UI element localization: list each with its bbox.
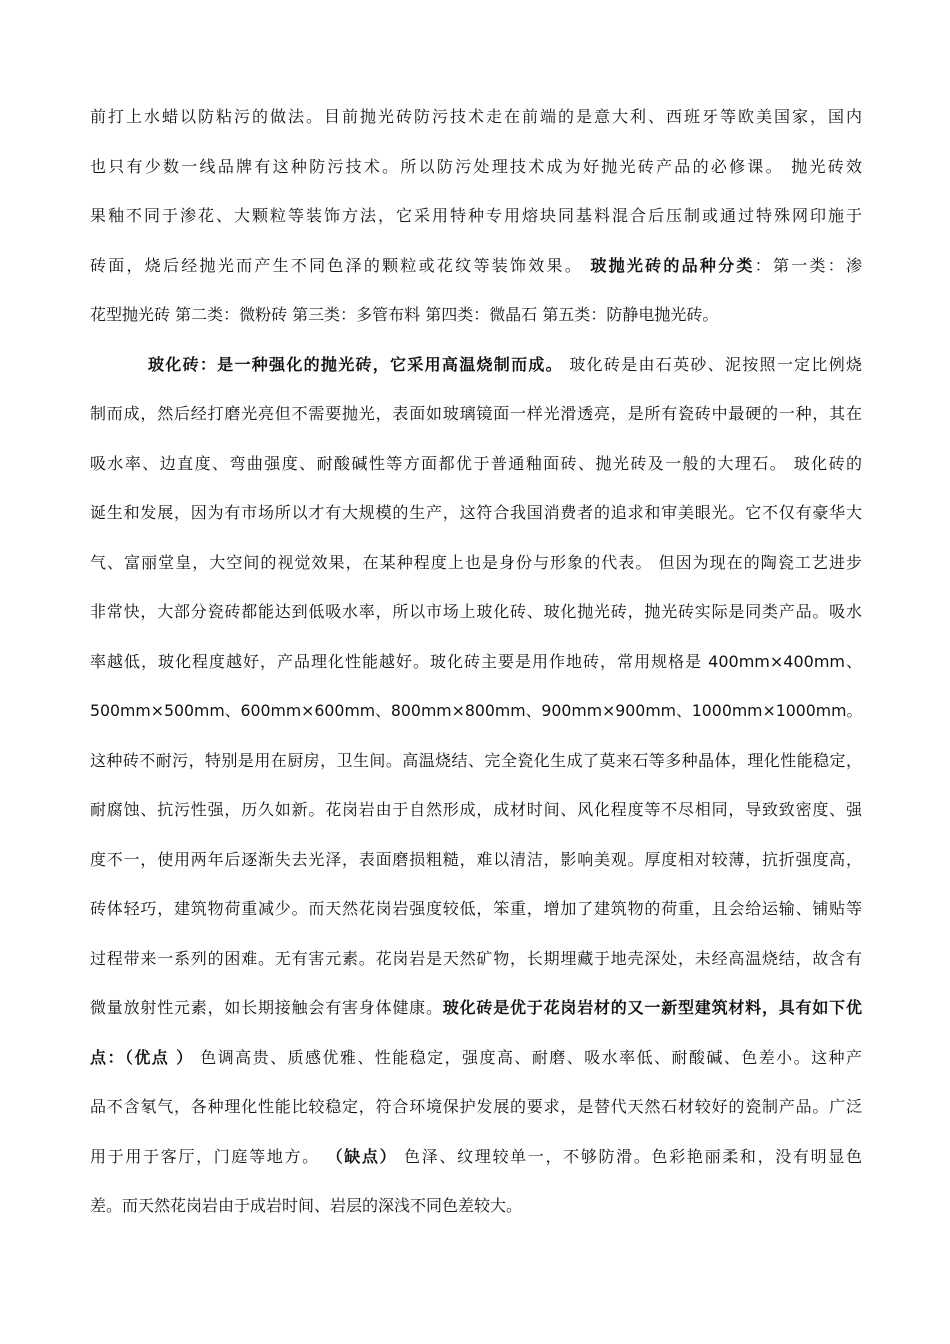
document-page bbox=[90, 92, 862, 1231]
text-run: 微量放射性元素，如长期接触会有害身体健康。 bbox=[90, 998, 443, 1017]
text-run: 玻化砖是由石英砂、泥按照一定比例烧 bbox=[562, 354, 862, 374]
text-line: 前打上水蜡以防粘污的做法。目前抛光砖防污技术走在前端的是意大利、西班牙等欧美国家，国内 bbox=[90, 107, 862, 126]
text-line: 诞生和发展，因为有市场所以才有大规模的生产，这符合我国消费者的追求和审美眼光。它不仅有豪华大 bbox=[90, 503, 862, 522]
text-run: 色调高贵、质感优雅、性能稳定，强度高、耐磨、吸水率低、耐酸碱、色差小。这种产 bbox=[193, 1047, 862, 1067]
text-line: 这种砖不耐污，特别是用在厨房，卫生间。高温烧结、完全瓷化生成了莫来石等多种晶体，理化性能稳定， bbox=[90, 750, 862, 770]
text-line: 花型抛光砖 第二类：微粉砖 第三类：多管布料 第四类：微晶石 第五类：防静电抛光砖。 bbox=[90, 305, 719, 324]
bold-heading: 玻抛光砖的品种分类 bbox=[590, 255, 755, 275]
text-line: 品不含氡气，各种理化性能比较稳定，符合环境保护发展的要求，是替代天然石材较好的瓷制产品。广泛 bbox=[90, 1097, 862, 1116]
text-line: 砖体轻巧，建筑物荷重减少。而天然花岗岩强度较低，笨重，增加了建筑物的荷重，且会给运输、铺贴等 bbox=[90, 899, 862, 918]
text-line: 500mm×500mm、600mm×600mm、800mm×800mm、900mm×900mm、1000mm×1000mm。 bbox=[90, 701, 863, 720]
text-run: 色泽、纹理较单一，不够防滑。色彩艳丽柔和，没有明显色 bbox=[397, 1146, 862, 1166]
text-line: 果釉不同于渗花、大颗粒等装饰方法，它采用特种专用熔块同基料混合后压制或通过特殊网印施于 bbox=[90, 206, 862, 225]
bold-heading: 玻化砖是优于花岗岩材的又一新型建筑材料，具有如下优 bbox=[442, 998, 862, 1017]
text-line bbox=[90, 340, 862, 390]
text-line: 也只有少数一线品牌有这种防污技术。所以防污处理技术成为好抛光砖产品的必修课。 抛光砖效 bbox=[90, 156, 862, 176]
text-line: 气、富丽堂皇，大空间的视觉效果，在某种程度上也是身份与形象的代表。 但因为现在的陶瓷工艺进步 bbox=[90, 552, 862, 572]
text-line: 耐腐蚀、抗污性强，历久如新。花岗岩由于自然形成，成材时间、风化程度等不尽相同，导致致密度、强 bbox=[90, 800, 862, 819]
text-line: 率越低，玻化程度越好，产品理化性能越好。玻化砖主要是用作地砖，常用规格是 400mm×400mm、 bbox=[90, 651, 862, 671]
bold-label-advantages: 点：（优点 ） bbox=[90, 1047, 194, 1067]
text-line bbox=[90, 241, 862, 291]
text-line: 非常快，大部分瓷砖都能达到低吸水率，所以市场上玻化砖、玻化抛光砖，抛光砖实际是同类产品。吸水 bbox=[90, 602, 862, 621]
text-line: 制而成，然后经打磨光亮但不需要抛光，表面如玻璃镜面一样光滑透亮，是所有瓷砖中最硬的一种，其在 bbox=[90, 404, 862, 423]
paragraph-polished-tile bbox=[90, 92, 862, 340]
text-run: ：第一类：渗 bbox=[754, 255, 862, 275]
text-line bbox=[90, 1132, 862, 1182]
text-line bbox=[90, 983, 862, 1033]
text-line: 吸水率、边直度、弯曲强度、耐酸碱性等方面都优于普通釉面砖、抛光砖及一般的大理石。 玻化砖的 bbox=[90, 453, 862, 473]
bold-label-disadvantages: （缺点） bbox=[326, 1146, 398, 1166]
bold-heading: 玻化砖：是一种强化的抛光砖，它采用高温烧制而成。 bbox=[148, 354, 563, 374]
text-line: 度不一，使用两年后逐渐失去光泽，表面磨损粗糙，难以清洁，影响美观。厚度相对较薄，抗折强度高， bbox=[90, 849, 862, 869]
text-run: 砖面，烧后经抛光而产生不同色泽的颗粒或花纹等装饰效果。 bbox=[90, 255, 591, 275]
text-line: 过程带来一系列的困难。无有害元素。花岗岩是天然矿物，长期埋藏于地壳深处，未经高温烧结，故含有 bbox=[90, 948, 862, 968]
paragraph-vitrified-tile bbox=[90, 340, 862, 1231]
text-run: 用于用于客厅，门庭等地方。 bbox=[90, 1146, 327, 1166]
text-line: 差。而天然花岗岩由于成岩时间、岩层的深浅不同色差较大。 bbox=[90, 1196, 523, 1215]
text-line bbox=[90, 1033, 862, 1083]
